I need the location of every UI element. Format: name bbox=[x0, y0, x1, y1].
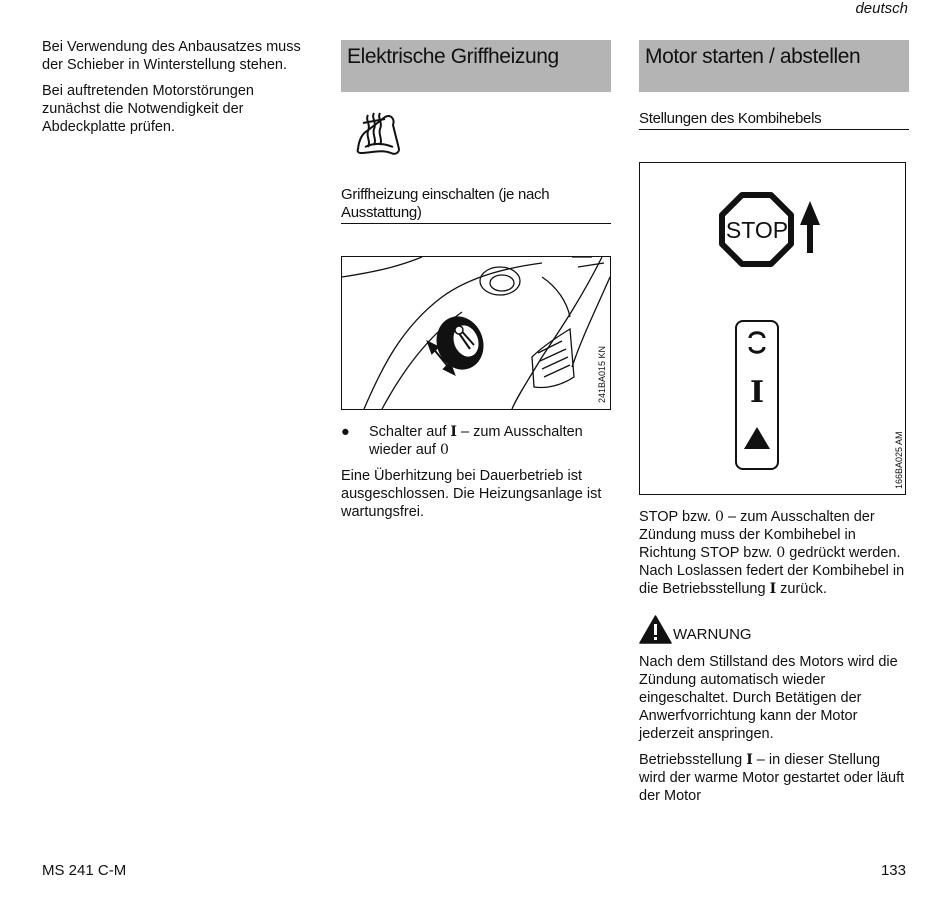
run-position-symbol: I bbox=[749, 375, 765, 410]
warning-icon bbox=[639, 615, 672, 644]
figure-code-kombihebel: 166BA025 AM bbox=[894, 431, 904, 489]
switch-illustration bbox=[341, 256, 611, 410]
middle-column bbox=[341, 40, 611, 529]
section-heading-griffheizung: Elektrische Griffheizung bbox=[341, 40, 611, 92]
subheading-griffheizung-einschalten: Griffheizung einschalten (je nach Ausstattung) bbox=[341, 186, 611, 224]
footer-model: MS 241 C-M bbox=[42, 862, 127, 879]
warning-label: WARNUNG bbox=[673, 626, 752, 643]
bullet-dot-icon: ● bbox=[341, 424, 350, 440]
language-label: deutsch bbox=[855, 0, 908, 17]
paragraph-anbausatz: Bei Verwendung des Anbausatzes muss der Schieber in Winterstellung stehen. bbox=[42, 39, 301, 73]
subheading-kombihebel: Stellungen des Kombihebels bbox=[639, 110, 909, 130]
left-column bbox=[42, 38, 302, 144]
instruction-bullet: ● Schalter auf I – zum Ausschalten wieder auf 0 bbox=[341, 424, 583, 458]
paragraph-motorstoerungen: Bei auftretenden Motorstörungen zunächst die Notwendigkeit der Abdeckplatte prüfen. bbox=[42, 83, 254, 135]
stop-sign-label: STOP bbox=[725, 217, 789, 243]
paragraph-stop: STOP bzw. 0 – zum Ausschalten der Zündung muss der Kombihebel in Richtung STOP bzw. 0 gedrückt werden. Nach Loslassen federt der Kombihebel in die Betriebsstellung I zurück. bbox=[639, 509, 905, 597]
paragraph-betriebsstellung: Betriebsstellung I – in dieser Stellung wird der warme Motor gestartet oder läuft der Motor bbox=[639, 752, 905, 804]
section-heading-motor-starten: Motor starten / abstellen bbox=[639, 40, 909, 92]
handle-heating-icon bbox=[353, 109, 403, 159]
right-column bbox=[639, 40, 909, 813]
page-number: 133 bbox=[880, 862, 906, 879]
paragraph-warning: Nach dem Stillstand des Motors wird die Zündung automatisch wieder eingeschaltet. Durch Betätigen der Anwerfvorrichtung kann der Motor jederzeit anspringen. bbox=[639, 654, 898, 742]
arrow-up-icon bbox=[800, 201, 820, 253]
warning-heading bbox=[639, 614, 909, 644]
figure-code-griffheizung: 241BA015 KN bbox=[597, 345, 607, 403]
paragraph-ueberhitzung: Eine Überhitzung bei Dauerbetrieb ist ausgeschlossen. Die Heizungsanlage ist wartungsfrei. bbox=[341, 468, 602, 520]
kombihebel-illustration bbox=[639, 162, 906, 495]
